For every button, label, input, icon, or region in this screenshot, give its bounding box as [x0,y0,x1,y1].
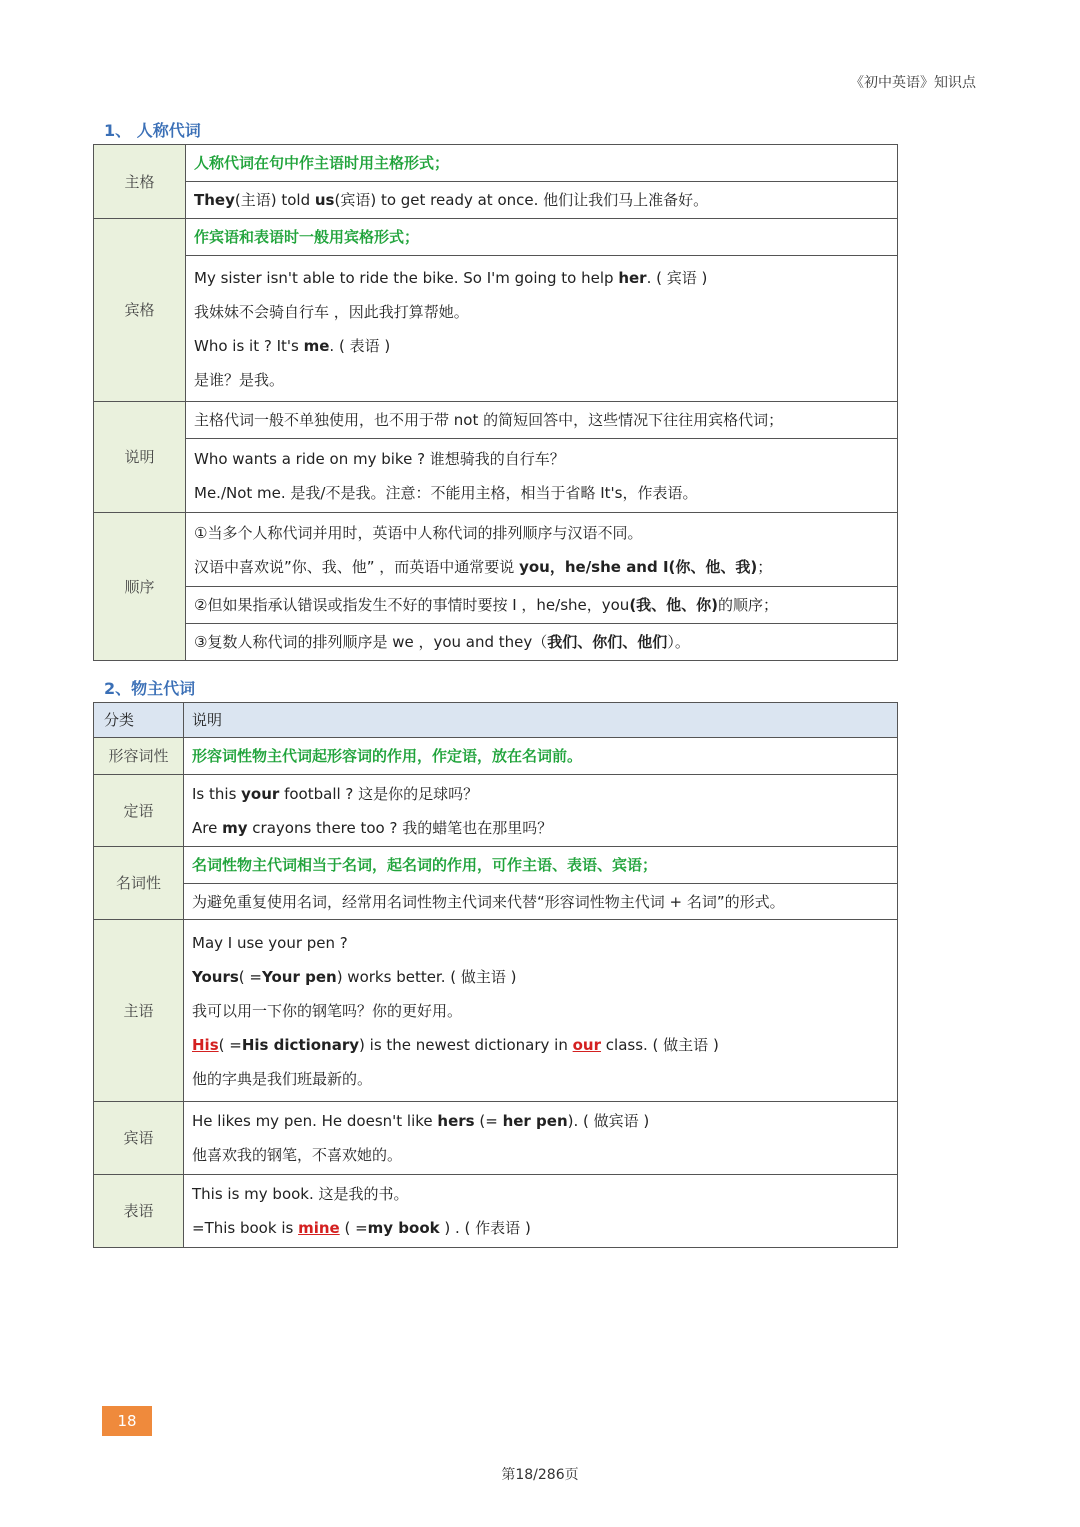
nominative-rule: 人称代词在句中作主语时用主格形式； [186,145,898,182]
nominative-example: They(主语) told us(宾语) to get ready at once. 他们让我们马上准备好。 [186,182,898,219]
category-predicative: 表语 [94,1175,184,1248]
order-rule-1: ①当多个人称代词并用时，英语中人称代词的排列顺序与汉语不同。 汉语中喜欢说”你、我、他” ，而英语中通常要说 you，he/she and I(你、他、我)； [186,513,898,587]
noun-rule: 名词性物主代词相当于名词，起名词的作用，可作主语、表语、宾语； [184,847,898,884]
possessive-pronoun-table [93,702,898,1248]
document-header-title: 《初中英语》知识点 [850,75,976,91]
note-line-1: 主格代词一般不单独使用，也不用于带 not 的简短回答中，这些情况下往往用宾格代词； [186,402,898,439]
category-objective: 宾格 [94,219,186,402]
category-noun: 名词性 [94,847,184,920]
page-number-badge: 18 [102,1406,152,1436]
header-category: 分类 [94,703,184,738]
category-object: 宾语 [94,1102,184,1175]
attributive-examples: Is this your football ? 这是你的足球吗？ Are my crayons there too ? 我的蜡笔也在那里吗？ [184,775,898,847]
category-note: 说明 [94,402,186,513]
note-examples: Who wants a ride on my bike ? 谁想骑我的自行车？ Me./Not me. 是我/不是我。注意：不能用主格，相当于省略 It's，作表语。 [186,439,898,513]
subject-examples: May I use your pen ? Yours( =Your pen) works better. ( 做主语 ) 我可以用一下你的钢笔吗？你的更好用。 His( =His dictionary) is the newest dictionary in our class. ( 做主语 ) 他的字典是我们班最新的。 [184,920,898,1102]
category-order: 顺序 [94,513,186,661]
category-subject: 主语 [94,920,184,1102]
objective-rule: 作宾语和表语时一般用宾格形式； [186,219,898,256]
page-footer: 第18/286页 [501,1467,579,1483]
order-rule-3: ③复数人称代词的排列顺序是 we ，you and they（我们、你们、他们）。 [186,624,898,661]
header-description: 说明 [184,703,898,738]
category-nominative: 主格 [94,145,186,219]
category-adjective: 形容词性 [94,738,184,775]
object-examples: He likes my pen. He doesn't like hers (= her pen). ( 做宾语 ) 他喜欢我的钢笔，不喜欢她的。 [184,1102,898,1175]
predicative-examples: This is my book. 这是我的书。 =This book is mine ( =my book ) . ( 作表语 ) [184,1175,898,1248]
category-attributive: 定语 [94,775,184,847]
section-2-title: 2、物主代词 [104,679,196,698]
section-1-title: 1、 人称代词 [104,121,201,140]
adjective-rule: 形容词性物主代词起形容词的作用，作定语，放在名词前。 [184,738,898,775]
personal-pronoun-table [93,144,898,661]
objective-examples: My sister isn't able to ride the bike. So I'm going to help her. ( 宾语 ) 我妹妹不会骑自行车 ，因此我打算帮她。 Who is it ? It's me. ( 表语 ) 是谁？是我。 [186,256,898,402]
order-rule-2: ②但如果指承认错误或指发生不好的事情时要按 I ，he/she，you(我、他、你)的顺序； [186,587,898,624]
noun-note: 为避免重复使用名词，经常用名词性物主代词来代替“形容词性物主代词 + 名词”的形式。 [184,884,898,920]
